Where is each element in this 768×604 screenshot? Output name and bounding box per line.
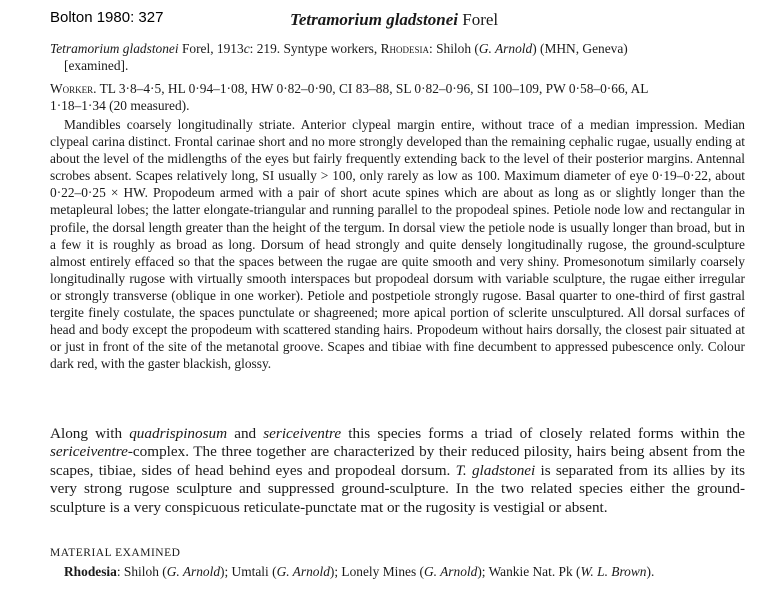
material-text: ); Umtali ( xyxy=(220,564,277,579)
measurements-line-1: . TL 3·8–4·5, HL 0·94–1·08, HW 0·82–0·90, CI 83–88, SL 0·82–0·96, SI 100–109, PW 0·58–0·66, AL xyxy=(93,81,649,96)
discussion-species: sericeiventre xyxy=(263,425,342,442)
synonymy-citation-letter: c xyxy=(243,41,250,56)
species-author: Forel xyxy=(462,10,499,29)
material-text: : Shiloh ( xyxy=(116,564,167,579)
material-collector: G. Arnold xyxy=(423,564,478,579)
material-text: ). xyxy=(646,564,655,579)
synonymy-entry xyxy=(50,40,745,74)
synonymy-country: Rhodesia xyxy=(380,41,429,56)
discussion-text: and xyxy=(227,425,264,442)
discussion-species: quadrispinosum xyxy=(129,425,228,442)
synonymy-species: Tetramorium gladstonei xyxy=(50,41,179,56)
discussion-text: this species forms a triad of closely related forms within the xyxy=(341,425,745,442)
discussion-text: is separated from its allies by its very strong rugose sculpture and suppressed ground-sculpture. In the two related species either the ground-sculpture is a very conspicuous reticulate-punctate mat or the rugosity is vestigial or absent. xyxy=(50,461,745,516)
synonymy-citation: Forel, 1913 xyxy=(178,41,244,56)
worker-label: Worker xyxy=(50,81,94,96)
species-heading xyxy=(290,10,498,30)
discussion-text: -complex. The three together are characterized by their reduced pilosity, hairs being absent from the scapes, tibiae, sides of head behind eyes and propodeal dorsum. xyxy=(50,443,745,479)
synonymy-locality: : Shiloh ( xyxy=(429,41,479,56)
material-collector: G. Arnold xyxy=(166,564,221,579)
discussion-paragraph xyxy=(50,425,745,517)
synonymy-collector: G. Arnold xyxy=(478,41,533,56)
synonymy-repository: ) (MHN, Geneva) xyxy=(532,41,628,56)
worker-description: Mandibles coarsely longitudinally striate. Anterior clypeal margin entire, without trace of a median impression. Median clypeal carina distinct. Frontal carinae short and no more strongly developed than the remaining cephalic rugae, usually ending at about the level of the midlengths of the eyes but fairly frequently extending back to the level of their posterior margins. Antennal scrobes absent. Scapes relatively long, SI usually > 100, only rarely as low as 100. Maximum diameter of eye 0·19–0·22, about 0·22–0·25 × HW. Propodeum armed with a pair of short acute spines which are about as long as or slightly longer than the metapleural lobes; the latter elongate-triangular and running parallel to the propodeal spines. Petiole node low and rectangular in profile, the dorsal length greater than the height of the tergum. In dorsal view the petiole node is usually longer than broad, but in a few it is roughly as broad as long. Dorsum of head strongly and quite densely longitudinally rugose, the ground-sculpture almost entirely effaced so that the spaces between the rugae are quite smooth and very shiny. Promesonotum similarly coarsely longitudinally rugose with virtually smooth interspaces but propodeal dorsum with variable sculpture, the rugae either irregular or strongly transverse (oblique in one worker). Petiole and postpetiole strongly rugose. Basal quarter to one-third of first gastral tergite finely costulate, the spaces punctulate or shagreened; more apical portion of sclerite unsculptured. All dorsal surfaces of head and body except the propodeum with scattered standing hairs. Propodeum without hairs dorsally, the closest pair situated at or just in front of the site of the metanotal groove. Scapes and tibiae with fine decumbent to appressed pubescence only. Colour dark red, with the gaster blackish, glossy. xyxy=(50,117,745,372)
discussion-text: Along with xyxy=(50,425,130,442)
worker-measurements xyxy=(50,80,745,114)
material-text: ); Wankie Nat. Pk ( xyxy=(477,564,581,579)
species-name: Tetramorium gladstonei xyxy=(290,10,458,29)
discussion-species: sericeiventre xyxy=(50,443,128,461)
discussion-species: T. gladstonei xyxy=(455,461,536,479)
material-collector: W. L. Brown xyxy=(580,564,647,579)
material-heading: MATERIAL EXAMINED xyxy=(50,547,181,559)
synonymy-examined: [examined]. xyxy=(64,58,129,73)
measurements-line-2: 1·18–1·34 (20 measured). xyxy=(50,98,190,113)
material-collector: G. Arnold xyxy=(276,564,330,579)
material-text: ); Lonely Mines ( xyxy=(329,564,424,579)
source-reference: Bolton 1980: 327 xyxy=(50,9,164,26)
material-examined-list xyxy=(50,563,745,580)
synonymy-pages: : 219. Syntype workers, xyxy=(249,41,381,56)
material-country: Rhodesia xyxy=(64,564,117,579)
